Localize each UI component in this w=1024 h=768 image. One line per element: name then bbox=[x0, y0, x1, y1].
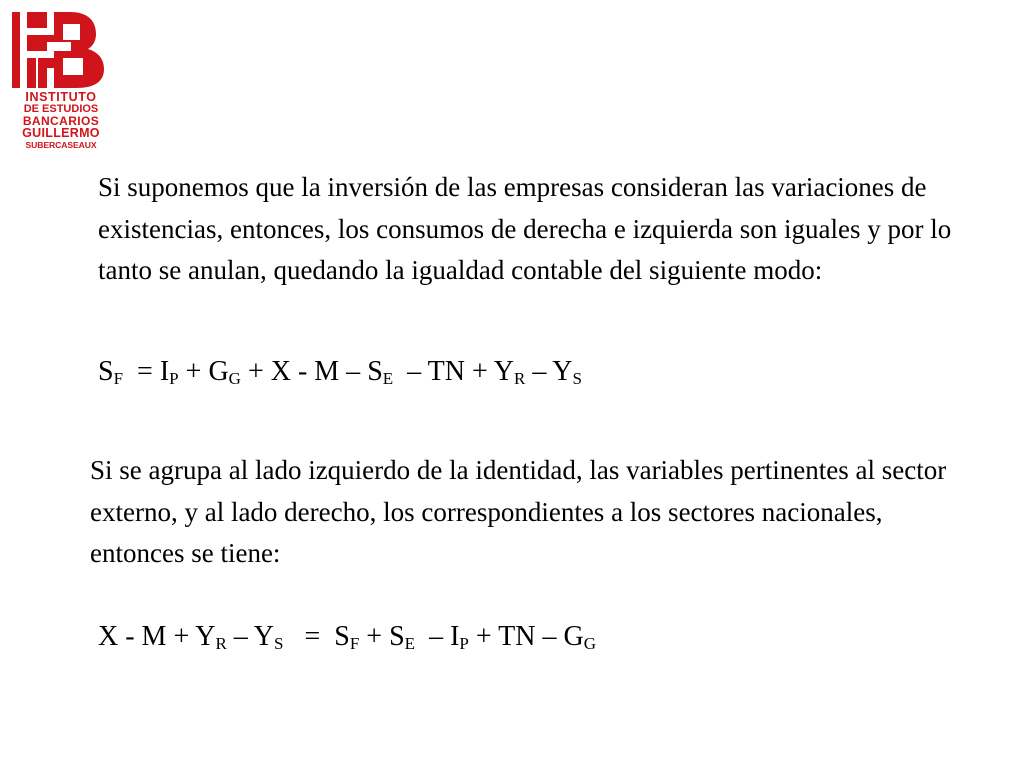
equation-operator: + bbox=[359, 621, 390, 652]
equation-operator: – TN + bbox=[393, 356, 494, 387]
variable-subscript: F bbox=[349, 634, 360, 653]
logo-line-2: DE ESTUDIOS bbox=[23, 103, 99, 115]
equation-operator: – bbox=[226, 621, 254, 652]
variable-subscript: G bbox=[583, 634, 596, 653]
variable-subscript: P bbox=[459, 634, 469, 653]
equation-variable bbox=[552, 356, 582, 387]
equation-operator: X - M + bbox=[98, 621, 196, 652]
variable-base: I bbox=[159, 356, 170, 387]
variable-subscript: R bbox=[513, 369, 526, 388]
variable-base: Y bbox=[493, 356, 514, 387]
equation-operator: = bbox=[283, 621, 335, 652]
variable-subscript: S bbox=[572, 369, 582, 388]
institute-logo bbox=[10, 12, 112, 151]
equation-variable bbox=[563, 621, 596, 652]
variable-base: S bbox=[98, 356, 114, 387]
variable-base: S bbox=[389, 621, 405, 652]
variable-base: Y bbox=[253, 621, 274, 652]
equation-operator: – bbox=[525, 356, 553, 387]
variable-subscript: E bbox=[404, 634, 416, 653]
equation-operator: + bbox=[178, 356, 209, 387]
ieb-logo-mark-icon bbox=[10, 12, 110, 88]
variable-subscript: E bbox=[382, 369, 394, 388]
equation-variable bbox=[494, 356, 526, 387]
variable-base: S bbox=[334, 621, 350, 652]
variable-subscript: S bbox=[273, 634, 284, 653]
equation-variable bbox=[334, 621, 359, 652]
equation-external-sector bbox=[98, 621, 596, 653]
equation-variable bbox=[367, 356, 393, 387]
variable-base: G bbox=[563, 621, 584, 652]
paragraph-investment: Si suponemos que la inversión de las empresas consideran las variaciones de existencias, entonces, los consumos de derecha e izquierda son iguales y por lo tanto se anulan, quedando la igualdad contable del siguiente modo: bbox=[98, 172, 952, 285]
variable-base: G bbox=[208, 356, 229, 387]
variable-subscript: F bbox=[113, 369, 124, 388]
equation-variable bbox=[450, 621, 469, 652]
equation-operator: + X - M – bbox=[240, 356, 368, 387]
equation-operator: = bbox=[123, 356, 160, 387]
variable-base: Y bbox=[552, 356, 573, 387]
logo-line-5: SUBERCASEAUX bbox=[25, 140, 97, 150]
variable-subscript: G bbox=[228, 369, 241, 388]
equation-variable bbox=[208, 356, 241, 387]
variable-base: S bbox=[367, 356, 383, 387]
logo-line-4: GUILLERMO bbox=[22, 126, 100, 140]
logo-line-3: BANCARIOS bbox=[22, 114, 100, 128]
equation-variable bbox=[389, 621, 415, 652]
equation-variable bbox=[254, 621, 284, 652]
paragraph-grouping: Si se agrupa al lado izquierdo de la identidad, las variables pertinentes al sector externo, y al lado derecho, los correspondientes a los sectores nacionales, entonces se tiene: bbox=[90, 455, 947, 568]
variable-base: Y bbox=[195, 621, 216, 652]
variable-base: I bbox=[450, 621, 460, 652]
equation-savings-identity bbox=[98, 356, 582, 388]
logo-line-1: INSTITUTO bbox=[25, 90, 97, 104]
equation-variable bbox=[98, 356, 123, 387]
equation-operator: – bbox=[415, 621, 451, 652]
equation-operator: + TN – bbox=[468, 621, 564, 652]
equation-variable bbox=[160, 356, 179, 387]
variable-subscript: P bbox=[169, 369, 179, 388]
variable-subscript: R bbox=[215, 634, 227, 653]
equation-variable bbox=[195, 621, 227, 652]
